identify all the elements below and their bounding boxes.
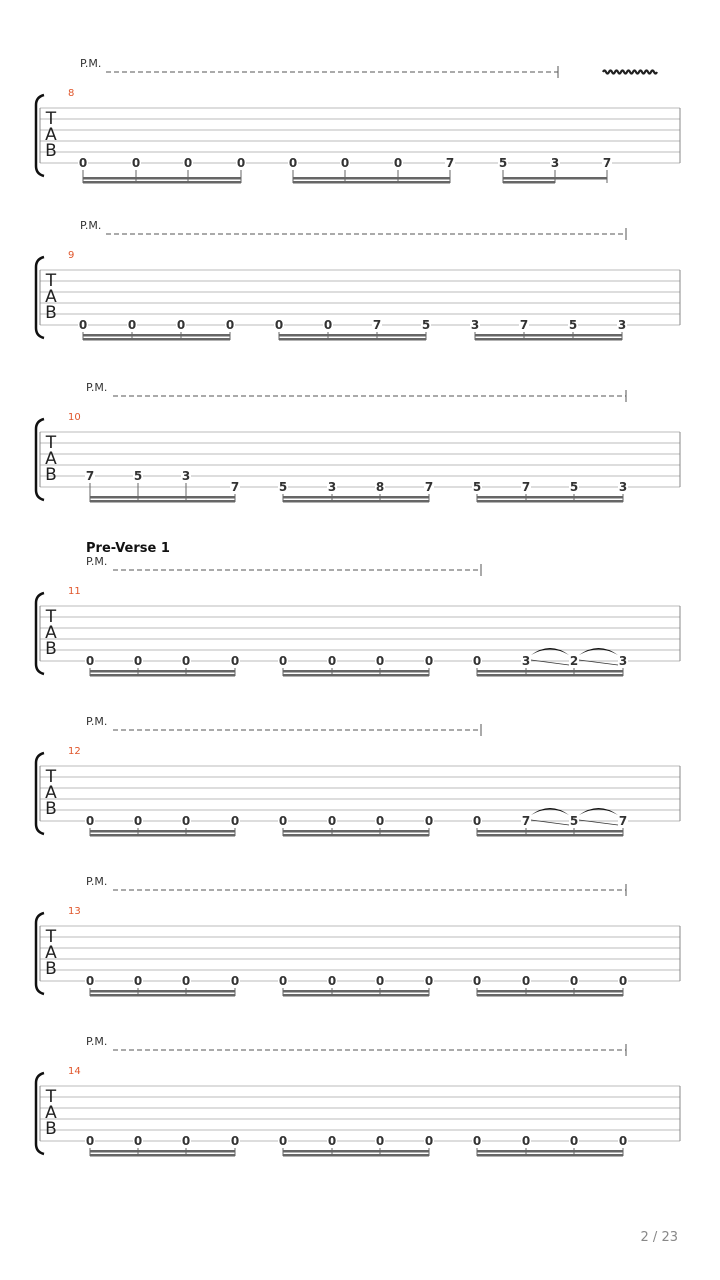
fret-number: 0 (521, 1134, 531, 1148)
beam (475, 338, 622, 341)
slur (531, 648, 569, 655)
fret-number: 0 (230, 1134, 240, 1148)
fret-number: 0 (472, 654, 482, 668)
fret-number: 0 (181, 814, 191, 828)
fret-number: 0 (472, 1134, 482, 1148)
fret-number: 3 (521, 654, 531, 668)
tab-clef-letter: A (45, 449, 57, 469)
tab-clef-letter: B (45, 141, 57, 161)
measure-number: 10 (68, 412, 81, 423)
fret-number: 0 (323, 318, 333, 332)
beam (279, 338, 426, 341)
fret-number: 0 (133, 814, 143, 828)
fret-number: 0 (78, 318, 88, 332)
fret-number: 7 (602, 156, 612, 170)
beam (283, 990, 429, 993)
fret-number: 0 (424, 814, 434, 828)
beam (477, 994, 623, 997)
beam (90, 670, 235, 673)
fret-number: 7 (230, 480, 240, 494)
tab-clef-letter: T (45, 1087, 57, 1107)
page-number: 2 / 23 (640, 1230, 678, 1245)
fret-number: 5 (498, 156, 508, 170)
tab-clef-letter: T (45, 607, 57, 627)
fret-number: 0 (327, 814, 337, 828)
fret-number: 3 (617, 318, 627, 332)
fret-number: 0 (288, 156, 298, 170)
fret-number: 5 (278, 480, 288, 494)
tab-clef-letter: T (45, 271, 57, 291)
beam (293, 181, 450, 184)
tab-clef-letter: T (45, 433, 57, 453)
fret-number: 0 (127, 318, 137, 332)
beam (477, 496, 623, 499)
fret-number: 0 (375, 974, 385, 988)
fret-number: 0 (340, 156, 350, 170)
fret-number: 5 (569, 814, 579, 828)
beam (283, 1150, 429, 1153)
palm-mute-label: P.M. (86, 555, 108, 568)
fret-number: 0 (85, 974, 95, 988)
fret-number: 0 (375, 1134, 385, 1148)
palm-mute-label: P.M. (86, 1035, 108, 1048)
fret-number: 0 (472, 814, 482, 828)
palm-mute-label: P.M. (80, 219, 102, 232)
staff-system-11 (36, 541, 680, 677)
tab-clef-letter: B (45, 303, 57, 323)
measure-number: 12 (68, 746, 81, 757)
tab-clef-letter: A (45, 943, 57, 963)
fret-number: 5 (421, 318, 431, 332)
fret-number: 3 (470, 318, 480, 332)
fret-number: 0 (85, 1134, 95, 1148)
beam (477, 500, 623, 503)
palm-mute-label: P.M. (80, 57, 102, 70)
beam (503, 181, 555, 184)
beam (90, 1154, 235, 1157)
measure-number: 9 (68, 250, 75, 261)
fret-number: 0 (278, 654, 288, 668)
fret-number: 0 (230, 974, 240, 988)
fret-number: 7 (372, 318, 382, 332)
fret-number: 0 (85, 654, 95, 668)
beam (477, 830, 623, 833)
fret-number: 0 (236, 156, 246, 170)
palm-mute-label: P.M. (86, 875, 108, 888)
fret-number: 5 (472, 480, 482, 494)
tab-clef-letter: B (45, 1119, 57, 1139)
fret-number: 3 (181, 469, 191, 483)
beam (477, 990, 623, 993)
measure-number: 13 (68, 906, 81, 917)
tab-clef-letter: A (45, 287, 57, 307)
fret-number: 0 (181, 1134, 191, 1148)
fret-number: 0 (85, 814, 95, 828)
palm-mute-label: P.M. (86, 381, 108, 394)
fret-number: 0 (618, 974, 628, 988)
fret-number: 3 (327, 480, 337, 494)
beam (283, 670, 429, 673)
fret-number: 7 (521, 814, 531, 828)
beam (475, 334, 622, 337)
staff-system-14 (36, 1035, 680, 1157)
fret-number: 0 (133, 1134, 143, 1148)
fret-number: 0 (225, 318, 235, 332)
fret-number: 0 (424, 974, 434, 988)
fret-number: 7 (424, 480, 434, 494)
vibrato-mark (603, 71, 657, 74)
beam (83, 177, 241, 180)
fret-number: 7 (445, 156, 455, 170)
fret-number: 0 (230, 654, 240, 668)
fret-number: 3 (618, 654, 628, 668)
staff-system-8 (36, 57, 680, 184)
tab-clef-letter: A (45, 1103, 57, 1123)
fret-number: 0 (424, 1134, 434, 1148)
slur (531, 808, 569, 815)
fret-number: 7 (519, 318, 529, 332)
staff-system-10 (36, 381, 680, 503)
fret-number: 0 (375, 654, 385, 668)
fret-number: 0 (375, 814, 385, 828)
fret-number: 0 (618, 1134, 628, 1148)
tab-clef-letter: B (45, 959, 57, 979)
fret-number: 7 (618, 814, 628, 828)
fret-number: 0 (183, 156, 193, 170)
fret-number: 0 (274, 318, 284, 332)
tab-clef-letter: T (45, 109, 57, 129)
beam (477, 1154, 623, 1157)
fret-number: 8 (375, 480, 385, 494)
beam (83, 334, 230, 337)
fret-number: 0 (176, 318, 186, 332)
measure-number: 8 (68, 88, 75, 99)
beam (90, 674, 235, 677)
fret-number: 5 (133, 469, 143, 483)
beam (279, 334, 426, 337)
fret-number: 0 (278, 974, 288, 988)
section-label: Pre-Verse 1 (86, 541, 170, 556)
fret-number: 7 (85, 469, 95, 483)
palm-mute-label: P.M. (86, 715, 108, 728)
fret-number: 0 (393, 156, 403, 170)
fret-number: 0 (133, 974, 143, 988)
fret-number: 0 (181, 654, 191, 668)
beam (90, 1150, 235, 1153)
tab-clef-letter: T (45, 927, 57, 947)
beam (477, 674, 623, 677)
beam (90, 834, 235, 837)
fret-number: 5 (568, 318, 578, 332)
fret-number: 0 (569, 974, 579, 988)
fret-number: 2 (569, 654, 579, 668)
beam (477, 1150, 623, 1153)
fret-number: 0 (424, 654, 434, 668)
slur (579, 808, 618, 815)
beam (283, 834, 429, 837)
fret-number: 0 (327, 1134, 337, 1148)
beam (90, 990, 235, 993)
fret-number: 0 (78, 156, 88, 170)
beam (503, 177, 607, 180)
fret-number: 0 (569, 1134, 579, 1148)
fret-number: 0 (327, 974, 337, 988)
beam (90, 830, 235, 833)
tab-clef-letter: B (45, 639, 57, 659)
measure-number: 11 (68, 586, 81, 597)
beam (90, 500, 235, 503)
fret-number: 5 (569, 480, 579, 494)
slur (579, 648, 618, 655)
fret-number: 3 (550, 156, 560, 170)
beam (283, 830, 429, 833)
fret-number: 7 (521, 480, 531, 494)
beam (83, 181, 241, 184)
staff-system-13 (36, 875, 680, 997)
fret-number: 0 (230, 814, 240, 828)
fret-number: 0 (131, 156, 141, 170)
beam (283, 496, 429, 499)
fret-number: 0 (278, 814, 288, 828)
staff-system-12 (36, 715, 680, 837)
beam (477, 834, 623, 837)
beam (283, 1154, 429, 1157)
tab-clef-letter: T (45, 767, 57, 787)
tab-clef-letter: B (45, 799, 57, 819)
beam (90, 496, 235, 499)
tab-clef-letter: A (45, 783, 57, 803)
fret-number: 0 (181, 974, 191, 988)
fret-number: 3 (618, 480, 628, 494)
fret-number: 0 (327, 654, 337, 668)
beam (283, 500, 429, 503)
beam (293, 177, 450, 180)
beam (83, 338, 230, 341)
fret-number: 0 (278, 1134, 288, 1148)
beam (283, 994, 429, 997)
tab-clef-letter: A (45, 125, 57, 145)
measure-number: 14 (68, 1066, 81, 1077)
fret-number: 0 (133, 654, 143, 668)
staff-system-9 (36, 219, 680, 341)
beam (90, 994, 235, 997)
tab-clef-letter: A (45, 623, 57, 643)
fret-number: 0 (521, 974, 531, 988)
beam (283, 674, 429, 677)
beam (477, 670, 623, 673)
tab-clef-letter: B (45, 465, 57, 485)
fret-number: 0 (472, 974, 482, 988)
